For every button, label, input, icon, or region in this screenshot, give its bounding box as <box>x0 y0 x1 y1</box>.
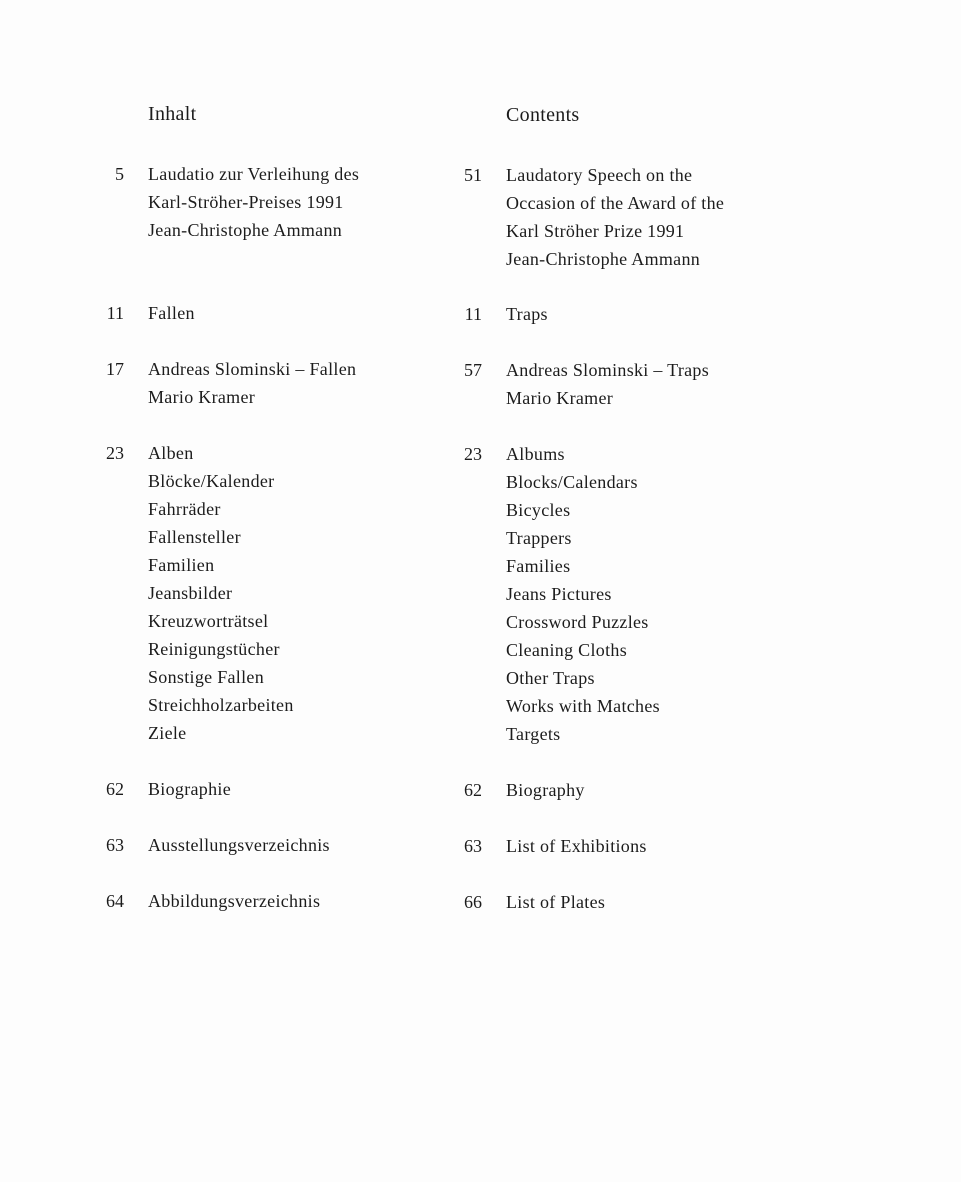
page-number: 66 <box>464 892 482 912</box>
page-number: 57 <box>464 360 482 380</box>
entry-line: Works with Matches <box>506 696 660 716</box>
page-number: 63 <box>106 835 124 855</box>
page-number: 11 <box>464 304 482 324</box>
entry-line: Biographie <box>148 779 231 799</box>
page-number: 51 <box>464 165 482 185</box>
entry-title <box>506 776 585 804</box>
page-number: 63 <box>464 836 482 856</box>
entry-line: Karl-Ströher-Preises 1991 <box>148 192 344 212</box>
entry-line: Andreas Slominski – Fallen <box>148 359 357 379</box>
entry-line: Cleaning Cloths <box>506 640 627 660</box>
entry-line: Sonstige Fallen <box>148 667 264 687</box>
entry-title <box>506 440 660 748</box>
entry-line: Fallensteller <box>148 527 241 547</box>
entry-line: Abbildungsverzeichnis <box>148 891 321 911</box>
entry-line: Blöcke/Kalender <box>148 471 275 491</box>
entry-title <box>148 160 359 244</box>
entry-line: Albums <box>506 444 565 464</box>
entry-line: Jeans Pictures <box>506 584 612 604</box>
entry-line: List of Plates <box>506 892 606 912</box>
entry-line: Blocks/Calendars <box>506 472 638 492</box>
entry-line: Mario Kramer <box>148 387 256 407</box>
entry-line: Biography <box>506 780 585 800</box>
entry-line: Fallen <box>148 303 195 323</box>
page-number: 23 <box>464 444 482 464</box>
entry-line: Fahrräder <box>148 499 221 519</box>
entry-title <box>506 356 709 412</box>
entry-line: Targets <box>506 724 561 744</box>
page-number: 62 <box>464 780 482 800</box>
page-number: 62 <box>106 779 124 799</box>
page-number: 64 <box>106 891 124 911</box>
entry-line: Traps <box>506 304 548 324</box>
entry-line: Streichholzarbeiten <box>148 695 294 715</box>
entry-title <box>148 887 320 915</box>
entry-title <box>148 439 294 747</box>
english-heading: Contents <box>506 104 580 126</box>
entry-line: Jean-Christophe Ammann <box>148 220 343 240</box>
entry-line: Andreas Slominski – Traps <box>506 360 710 380</box>
entry-title <box>148 355 356 411</box>
entry-line: Familien <box>148 555 215 575</box>
entry-line: Alben <box>148 443 194 463</box>
entry-line: Families <box>506 556 571 576</box>
entry-title <box>148 775 231 803</box>
entry-title <box>148 831 330 859</box>
entry-line: Occasion of the Award of the <box>506 193 725 213</box>
entry-line: Laudatio zur Verleihung des <box>148 164 360 184</box>
entry-line: Trappers <box>506 528 572 548</box>
page-number: 5 <box>115 164 124 184</box>
entry-line: Jeansbilder <box>148 583 233 603</box>
entry-title <box>506 832 647 860</box>
entry-line: Ziele <box>148 723 187 743</box>
page-number: 17 <box>106 359 124 379</box>
entry-title <box>506 161 724 273</box>
page-number: 11 <box>106 303 124 323</box>
entry-line: Kreuzworträtsel <box>148 611 269 631</box>
page-number: 23 <box>106 443 124 463</box>
entry-line: Reinigungstücher <box>148 639 280 659</box>
entry-line: Bicycles <box>506 500 571 520</box>
entry-line: List of Exhibitions <box>506 836 647 856</box>
german-heading: Inhalt <box>148 103 197 125</box>
entry-line: Jean-Christophe Ammann <box>506 249 701 269</box>
entry-line: Crossword Puzzles <box>506 612 649 632</box>
entry-line: Karl Ströher Prize 1991 <box>506 221 685 241</box>
entry-line: Other Traps <box>506 668 595 688</box>
entry-title <box>148 299 195 327</box>
entry-title <box>506 888 605 916</box>
entry-line: Ausstellungsverzeichnis <box>148 835 330 855</box>
entry-line: Mario Kramer <box>506 388 614 408</box>
entry-line: Laudatory Speech on the <box>506 165 693 185</box>
entry-title <box>506 300 548 328</box>
